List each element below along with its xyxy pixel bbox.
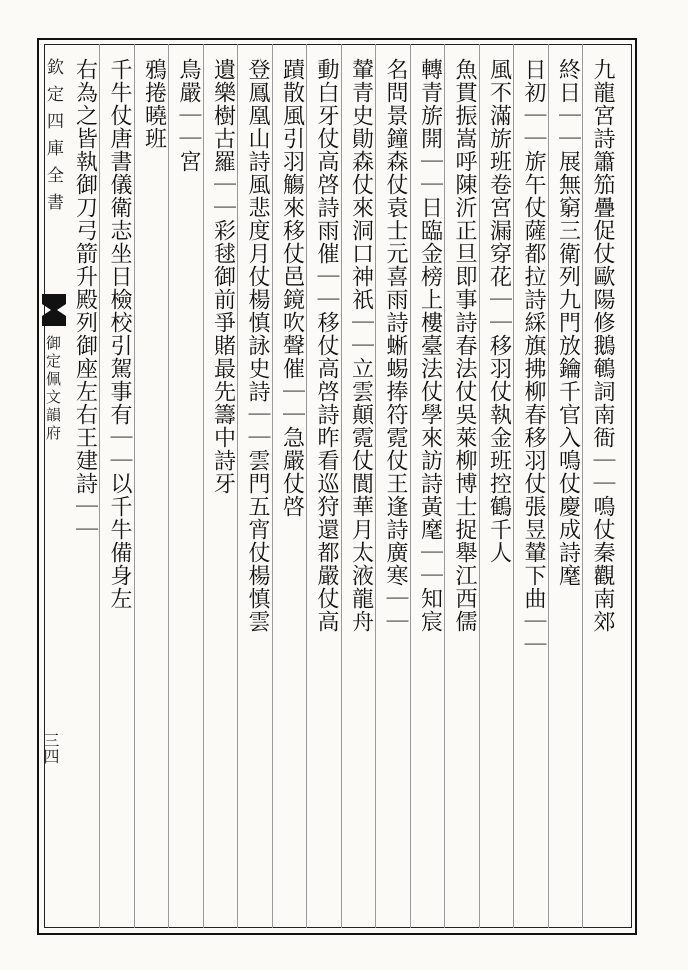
text-column: 魚貫振嵩呼陳沂正旦即事詩春法仗吳萊柳博士捉舉江西儒: [452, 58, 477, 633]
edge-title: 欽定四庫全書: [43, 58, 63, 220]
text-column: 終日｜｜展無窮三衛列九門放鑰千官入鳴仗慶成詩麾: [555, 58, 581, 587]
text-column: 蹟散風引羽觴來移仗邑鏡吹聲催｜｜急嚴仗啓: [279, 58, 305, 518]
text-column: 鴉捲曉班: [141, 58, 167, 150]
text-column: 千牛仗唐書儀衛志坐日檢校引駕事有｜｜以千牛備身左: [107, 58, 132, 610]
fish-tail-icon: [40, 290, 68, 330]
text-column: 動白牙仗高啓詩雨催｜｜移仗高啓詩昨看巡狩還都嚴仗高: [314, 58, 339, 633]
text-column: 轉青旂開｜｜日臨金榜上樓臺法仗學來訪詩黃麾｜｜知宸: [417, 58, 443, 633]
text-column: 鳥嚴｜｜宮: [176, 58, 201, 173]
text-column: 名問景鐘森仗袁士元喜雨詩蜥蜴捧符霓仗王逢詩廣寒｜｜: [383, 58, 408, 633]
edge-book-title: 御定佩文韻府: [44, 335, 62, 443]
text-column: 日初｜｜旂午仗薩都拉詩綵旗拂柳春移羽仗張昱輦下曲｜｜: [521, 58, 546, 656]
text-column: 輦青史勛森仗來洞口神祇｜｜立雲顛霓仗閬華月太液龍舟: [348, 58, 374, 633]
page-number: 三四: [41, 732, 60, 764]
text-column: 右為之皆執御刀弓箭升殿列御座左右王建詩｜｜: [72, 58, 98, 541]
text-column: 風不滿旂班卷宮漏穿花｜｜移羽仗執金班控鶴千人: [486, 58, 512, 564]
text-column: 遺樂樹古羅｜｜彩毬御前爭賭最先籌中詩牙: [210, 58, 236, 495]
text-column: 登鳳凰山詩風悲度月仗楊慎詠史詩｜｜雲門五宵仗楊慎雲: [245, 58, 270, 633]
text-column: 九龍宮詩簫笳疊促仗歐陽修鵝鵪詞南衙｜｜鳴仗秦觀南郊: [590, 58, 615, 633]
